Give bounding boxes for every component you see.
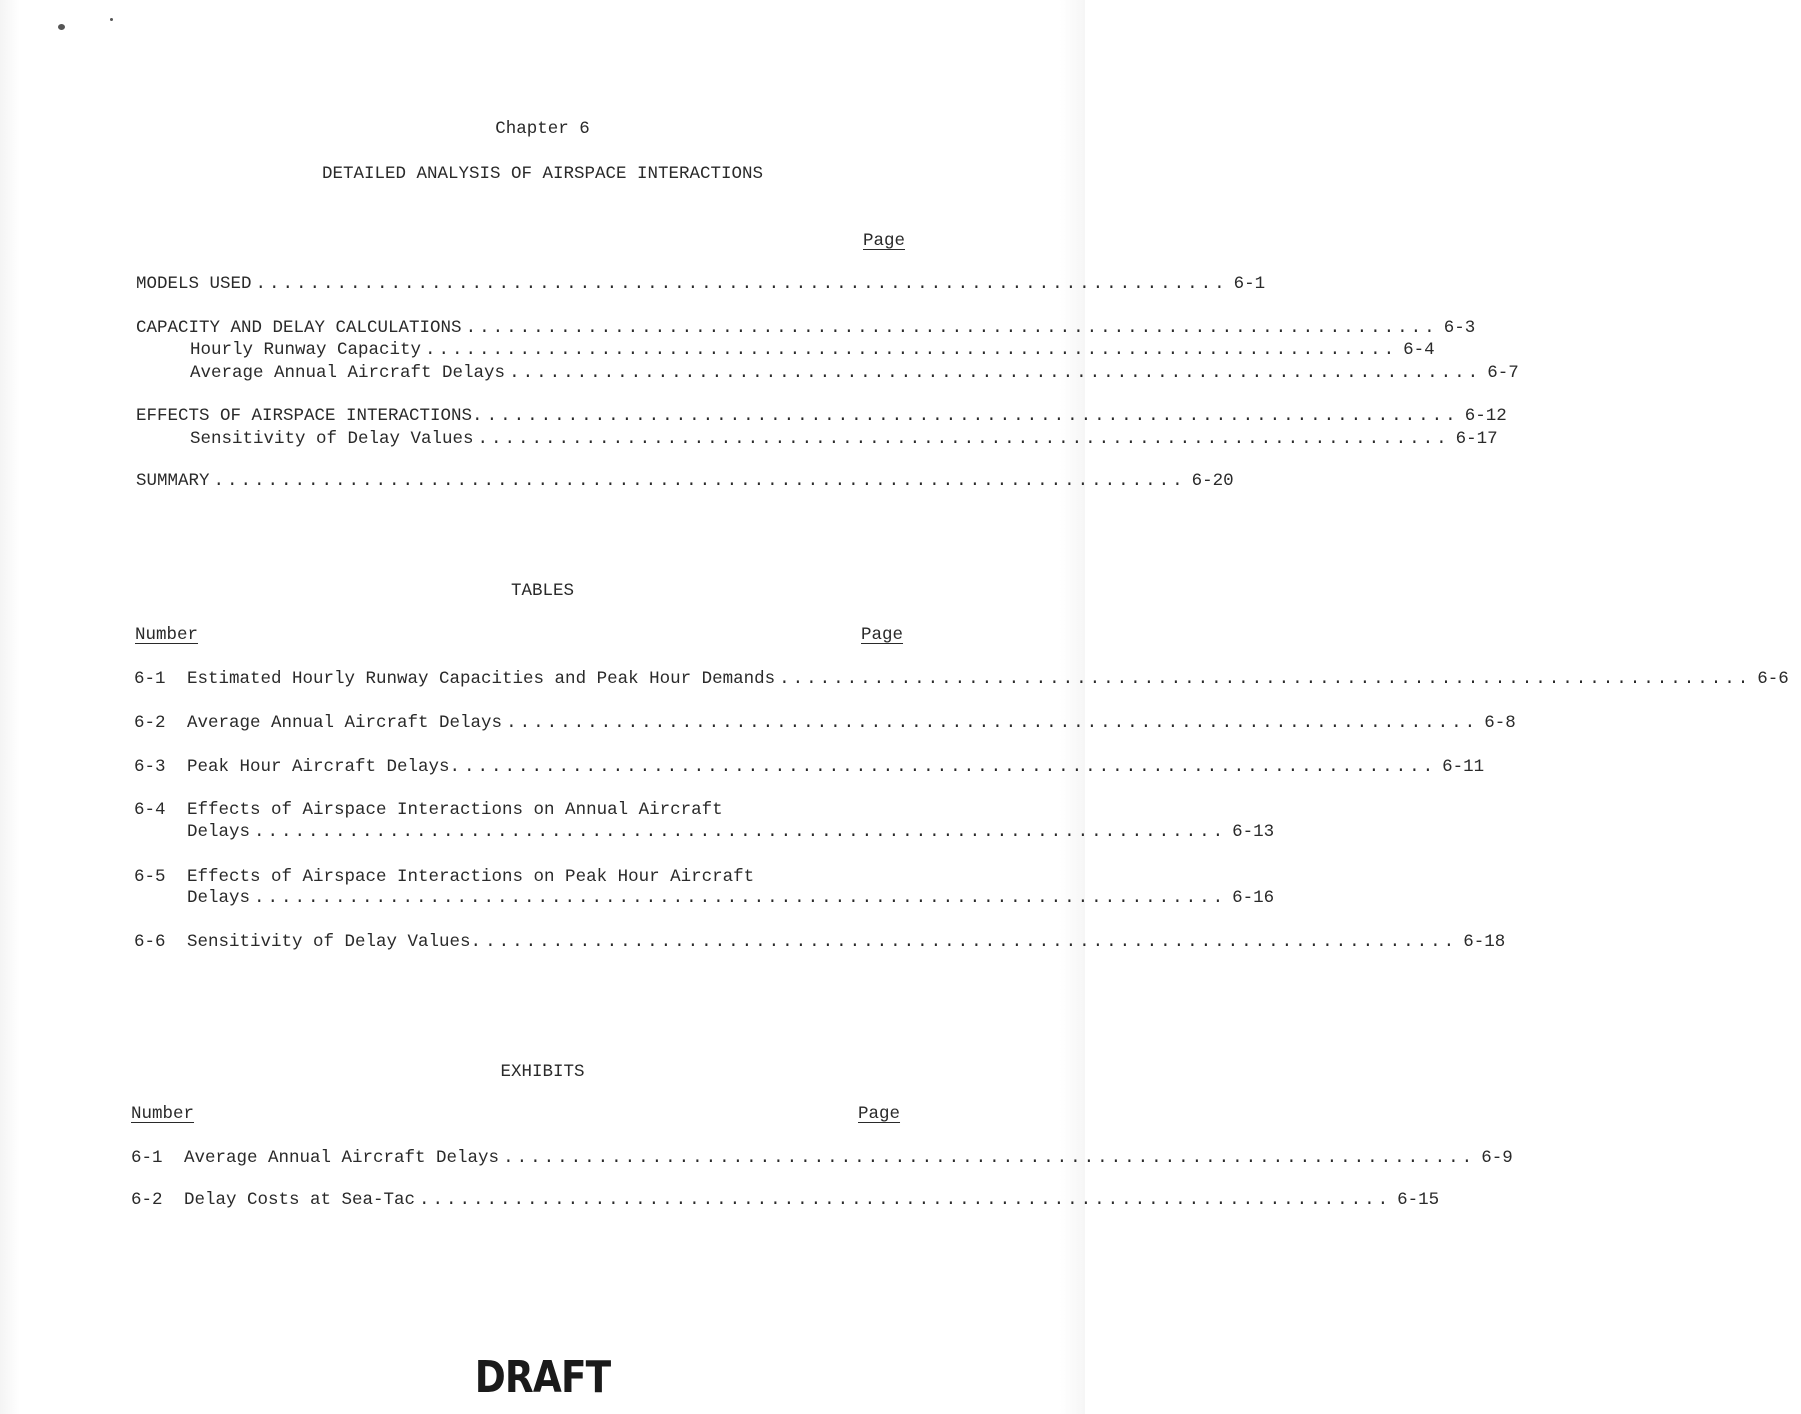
dot-leader: ........................................................................ — [465, 318, 1438, 338]
exhibits-page-header: Page — [858, 1104, 901, 1124]
table-entry-page: 6-6 — [1757, 669, 1789, 689]
dot-leader: ........................................................................ — [464, 757, 1437, 777]
table-entry-title: Peak Hour Aircraft Delays. — [187, 757, 461, 777]
contents-page-header: Page — [863, 231, 906, 251]
dot-leader: ........................................................................ — [506, 713, 1479, 733]
toc-entry-page: 6-4 — [1403, 340, 1435, 360]
exhibits-number-header: Number — [131, 1104, 195, 1124]
table-entry-title: Effects of Airspace Interactions on Annual Aircraft — [187, 800, 723, 820]
toc-entry-title: Sensitivity of Delay Values — [190, 429, 474, 449]
dot-leader: ........................................................................ — [486, 406, 1459, 426]
table-entry-title: Average Annual Aircraft Delays — [187, 713, 503, 733]
table-entry-page: 6-18 — [1463, 932, 1506, 952]
chapter-label: Chapter 6 — [495, 119, 590, 139]
exhibit-entry-page: 6-15 — [1397, 1190, 1440, 1210]
table-entry-title: Effects of Airspace Interactions on Peak Hour Aircraft — [187, 867, 755, 887]
dot-leader: ........................................................................ — [485, 932, 1458, 952]
tables-number-header: Number — [135, 625, 199, 645]
draft-stamp: DRAFT — [474, 1352, 611, 1403]
table-entry — [134, 712, 1516, 734]
toc-entry-page: 6-3 — [1443, 318, 1476, 338]
dot-leader: ........................................................................ — [213, 471, 1186, 491]
table-entry — [134, 756, 1485, 778]
exhibit-entry — [131, 1189, 1440, 1211]
table-entry-continuation — [187, 887, 1275, 909]
scan-speck — [58, 24, 65, 30]
table-entry — [134, 931, 1506, 953]
table-entry-page: 6-8 — [1484, 713, 1516, 733]
dot-leader: ........................................................................ — [503, 1148, 1476, 1168]
toc-entry — [136, 317, 1476, 339]
table-entry-continuation — [187, 821, 1275, 843]
tables-page-header: Page — [861, 625, 904, 645]
toc-entry — [190, 362, 1519, 384]
table-entry-page: 6-13 — [1232, 822, 1275, 842]
dot-leader: ........................................................................ — [425, 340, 1398, 360]
table-entry-number: 6-3 — [134, 757, 166, 777]
table-entry-number: 6-4 — [134, 800, 166, 820]
table-entry-continuation-text: Delays — [187, 822, 251, 842]
table-entry-continuation-text: Delays — [187, 888, 251, 908]
table-entry-number: 6-1 — [134, 669, 166, 689]
toc-entry — [190, 339, 1435, 361]
dot-leader: ........................................................................ — [255, 274, 1228, 294]
toc-entry-title: Average Annual Aircraft Delays — [190, 363, 506, 383]
dot-leader: ........................................................................ — [419, 1190, 1392, 1210]
toc-entry-title: MODELS USED — [136, 274, 252, 294]
toc-entry — [136, 273, 1266, 295]
exhibits-heading: EXHIBITS — [500, 1062, 585, 1082]
table-entry-number: 6-2 — [134, 713, 166, 733]
table-entry-title: Estimated Hourly Runway Capacities and Peak Hour Demands — [187, 669, 776, 689]
toc-entry — [136, 470, 1234, 492]
toc-entry-page: 6-12 — [1464, 406, 1507, 426]
toc-entry-page: 6-20 — [1191, 471, 1234, 491]
exhibit-entry-number: 6-2 — [131, 1190, 163, 1210]
exhibit-entry-number: 6-1 — [131, 1148, 163, 1168]
exhibit-entry-title: Delay Costs at Sea-Tac — [184, 1190, 416, 1210]
toc-entry-title: SUMMARY — [136, 471, 210, 491]
table-entry-page: 6-11 — [1442, 757, 1485, 777]
table-entry-number: 6-5 — [134, 867, 166, 887]
toc-entry-page: 6-7 — [1487, 363, 1519, 383]
toc-entry-page: 6-17 — [1455, 429, 1498, 449]
exhibit-entry — [131, 1147, 1513, 1169]
table-entry-number: 6-6 — [134, 932, 166, 952]
scan-speck — [110, 18, 113, 21]
table-entry-page: 6-16 — [1232, 888, 1275, 908]
toc-entry-page: 6-1 — [1233, 274, 1266, 294]
toc-entry-title: EFFECTS OF AIRSPACE INTERACTIONS. — [136, 406, 483, 426]
chapter-title: DETAILED ANALYSIS OF AIRSPACE INTERACTIONS — [321, 164, 764, 184]
toc-entry-title: Hourly Runway Capacity — [190, 340, 422, 360]
table-entry — [134, 799, 904, 821]
dot-leader: ........................................................................ — [779, 669, 1752, 689]
toc-entry — [136, 405, 1507, 427]
exhibit-entry-title: Average Annual Aircraft Delays — [184, 1148, 500, 1168]
exhibit-entry-page: 6-9 — [1481, 1148, 1513, 1168]
dot-leader: ........................................................................ — [254, 822, 1227, 842]
dot-leader: ........................................................................ — [477, 429, 1450, 449]
table-entry-title: Sensitivity of Delay Values. — [187, 932, 482, 952]
table-entry — [134, 866, 904, 888]
dot-leader: ........................................................................ — [254, 888, 1227, 908]
dot-leader: ........................................................................ — [509, 363, 1482, 383]
toc-entry — [190, 428, 1498, 450]
table-entry — [134, 668, 1789, 690]
tables-heading: TABLES — [510, 581, 574, 601]
toc-entry-title: CAPACITY AND DELAY CALCULATIONS — [136, 318, 462, 338]
